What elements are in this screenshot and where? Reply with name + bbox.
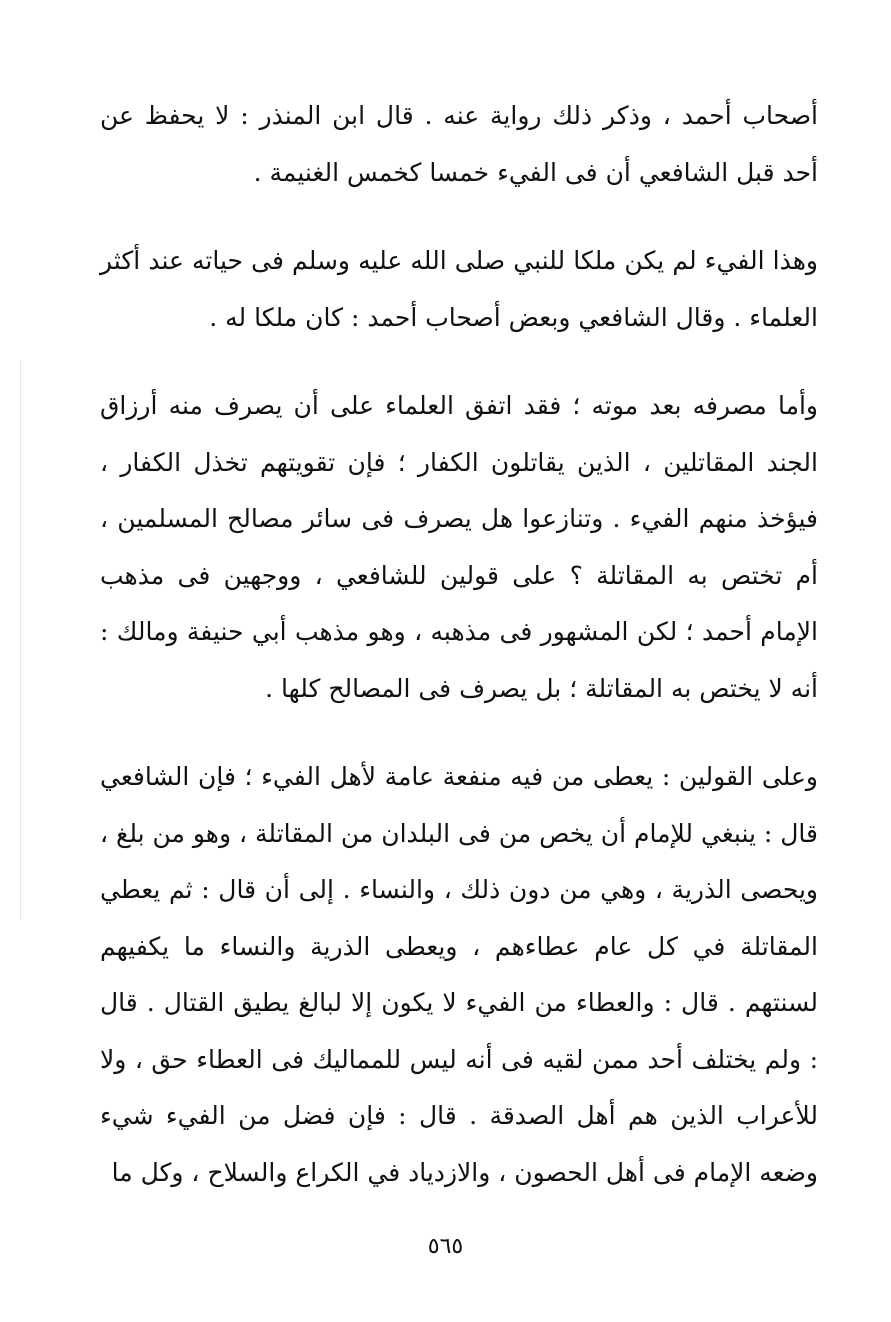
page-body-text xyxy=(100,88,818,1201)
paragraph-2: وهذا الفيء لم يكن ملكا للنبي صلى الله عليه وسلم فى حياته عند أكثر العلماء . وقال الشافعي وبعض أصحاب أحمد : كان ملكا له . xyxy=(100,246,818,332)
paragraph-1: أصحاب أحمد ، وذكر ذلك رواية عنه . قال ابن المنذر : لا يحفظ عن أحد قبل الشافعي أن فى الفيء خمسا كخمس الغنيمة . xyxy=(100,101,818,187)
paragraph-4: وعلى القولين : يعطى من فيه منفعة عامة لأهل الفيء ؛ فإن الشافعي قال : ينبغي للإمام أن يخص من فى البلدان من المقاتلة ، وهو من بلغ ، ويحصى الذرية ، وهي من دون ذلك ، والنساء . إلى أن قال : ثم يعطي المقاتلة في كل عام عطاءهم ، ويعطى الذرية والنساء ما يكفيهم لسنتهم . قال : والعطاء من الفيء لا يكون إلا لبالغ يطيق القتال . قال : ولم يختلف أحد ممن لقيه فى أنه ليس للمماليك فى العطاء حق ، ولا للأعراب الذين هم أهل الصدقة . قال : فإن فضل من الفيء شيء وضعه الإمام فى أهل الحصون ، والازدياد في الكراع والسلاح ، وكل ما xyxy=(100,762,818,1187)
page-number: ٥٦٥ xyxy=(427,1234,464,1259)
paragraph-3: وأما مصرفه بعد موته ؛ فقد اتفق العلماء على أن يصرف منه أرزاق الجند المقاتلين ، الذين يقاتلون الكفار ؛ فإن تقويتهم تخذل الكفار ، فيؤخذ منهم الفيء . وتنازعوا هل يصرف فى سائر مصالح المسلمين ، أم تختص به المقاتلة ؟ على قولين للشافعي ، ووجهين فى مذهب الإمام أحمد ؛ لكن المشهور فى مذهبه ، وهو مذهب أبي حنيفة ومالك : أنه لا يختص به المقاتلة ؛ بل يصرف فى المصالح كلها . xyxy=(100,391,818,703)
scan-edge-line xyxy=(20,360,21,920)
